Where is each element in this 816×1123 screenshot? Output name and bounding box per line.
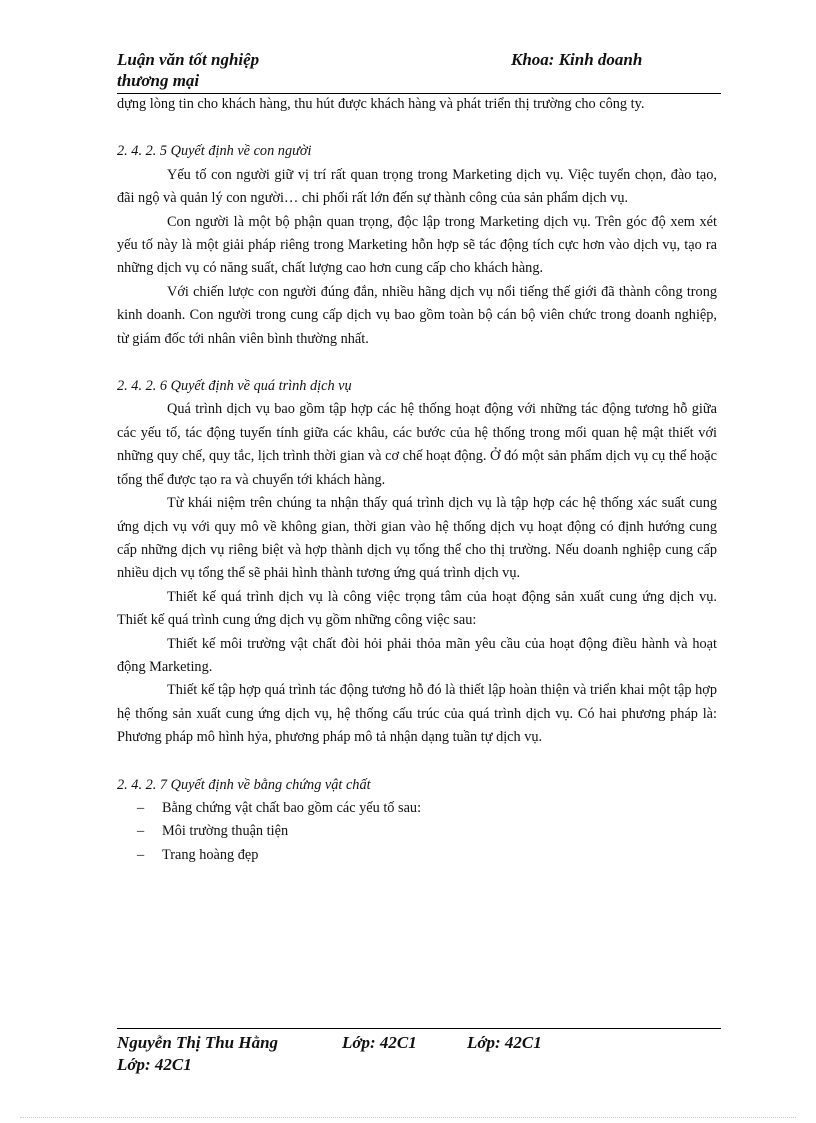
section-heading: 2. 4. 2. 6 Quyết định về quá trình dịch vụ	[117, 378, 352, 395]
paragraph: Yếu tố con người giữ vị trí rất quan trọng trong Marketing dịch vụ. Việc tuyển chọn, đào tạo, đãi ngộ và quản lý con người… chi phối rất lớn đến sự thành công của sản phẩm dịch vụ.	[117, 166, 717, 207]
author-name: Nguyễn Thị Thu Hằng	[117, 1033, 279, 1052]
page-header	[117, 50, 721, 91]
paragraph: Với chiến lược con người đúng đắn, nhiều hãng dịch vụ nổi tiếng thế giới đã thành công trong kinh doanh. Con người trong cung cấp dịch vụ bao gồm toàn bộ cán bộ viên chức trong doanh nghiệp, từ giám đốc tới nhân viên bình thường nhất.	[117, 283, 717, 347]
list-item	[117, 844, 717, 867]
class-label: Lớp: 42C1	[342, 1033, 417, 1052]
dash-bullet-icon: –	[137, 846, 145, 863]
page-edge-divider	[20, 1117, 796, 1118]
page-footer	[117, 1033, 721, 1075]
list-item	[117, 820, 717, 843]
dash-bullet-icon: –	[137, 823, 145, 840]
paragraph: Thiết kế quá trình dịch vụ là công việc trọng tâm của hoạt động sản xuất cung ứng dịch vụ. Thiết kế quá trình cung ứng dịch vụ gồm những công việc sau:	[117, 588, 717, 629]
section-heading: 2. 4. 2. 7 Quyết định về bằng chứng vật chất	[117, 776, 371, 793]
class-label: Lớp: 42C1	[467, 1033, 542, 1052]
dash-bullet-icon: –	[137, 799, 145, 816]
thesis-title: Luận văn tốt nghiệp	[117, 50, 260, 69]
list-item	[117, 797, 717, 820]
paragraph: Thiết kế môi trường vật chất đòi hỏi phải thỏa mãn yêu cầu của hoạt động điều hành và hoạt động Marketing.	[117, 635, 717, 675]
paragraph: Con người là một bộ phận quan trọng, độc lập trong Marketing dịch vụ. Trên góc độ xem xét yếu tố này là một giải pháp riêng trong Marketing hỗn hợp sẽ tác động tích cực hơn vào dịch vụ, tạo ra những dịch vụ có năng suất, chất lượng cao hơn cung cấp cho khách hàng.	[117, 213, 717, 277]
paragraph: dựng lòng tin cho khách hàng, thu hút được khách hàng và phát triển thị trường cho công ty.	[117, 96, 645, 112]
bullet-list	[117, 797, 717, 867]
thesis-title-continued: thương mại	[117, 71, 200, 90]
document-body	[117, 93, 717, 867]
footer-rule	[117, 1028, 721, 1029]
department-label: Khoa: Kinh doanh	[511, 50, 643, 69]
section-heading: 2. 4. 2. 5 Quyết định về con người	[117, 143, 312, 160]
list-item-text: Môi trường thuận tiện	[162, 823, 289, 840]
list-item-text: Bằng chứng vật chất bao gồm các yếu tố sau:	[162, 799, 422, 816]
class-label: Lớp: 42C1	[117, 1055, 192, 1074]
paragraph: Từ khái niệm trên chúng ta nhận thấy quá trình dịch vụ là tập hợp các hệ thống xác suất cung ứng dịch vụ với quy mô về không gian, thời gian vào hệ thống dịch vụ hoạt động có định hướng cung cấp những dịch vụ riêng biệt và hợp thành dịch vụ tổng thể cho thị trường. Nếu doanh nghiệp cung cấp nhiều dịch vụ tổng thể sẽ phải hình thành tương ứng quá trình dịch vụ.	[117, 495, 717, 582]
paragraph: Quá trình dịch vụ bao gồm tập hợp các hệ thống hoạt động với những tác động tương hỗ giữa các yếu tố, tác động tuyến tính giữa các khâu, các bước của hệ thống trong mối quan hệ mật thiết với những quy chế, quy tắc, lịch trình thời gian và cơ chế hoạt động. Ở đó một sản phẩm dịch vụ cụ thể hoặc tổng thể được tạo ra và chuyển tới khách hàng.	[117, 401, 717, 488]
list-item-text: Trang hoàng đẹp	[162, 846, 259, 863]
paragraph: Thiết kế tập hợp quá trình tác động tương hỗ đó là thiết lập hoàn thiện và triển khai một tập hợp hệ thống sản xuất cung ứng dịch vụ, hệ thống cấu trúc của quá trình dịch vụ. Có hai phương pháp là: Phương pháp mô hình hỷa, phương pháp mô tả nhận dạng tuần tự dịch vụ.	[117, 682, 717, 746]
